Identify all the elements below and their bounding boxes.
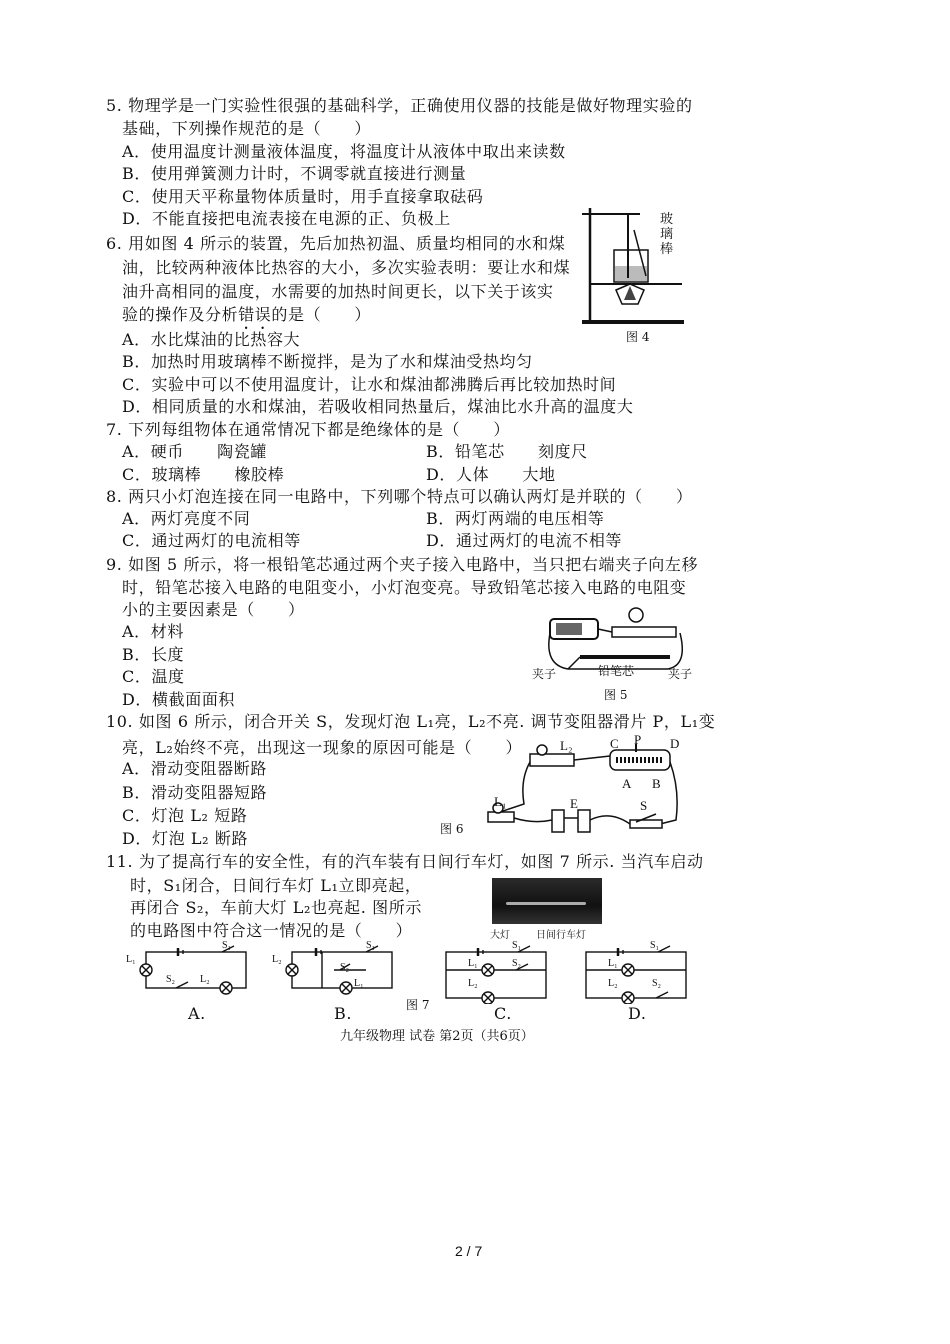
circuit-diagram-d [578,944,694,1004]
daytime-running-light-strip [506,902,586,905]
circuit-diagram-a [126,944,258,1000]
circuit-a-l2: L₂ [200,974,210,985]
circuit-d-s1: S₁ [650,940,660,951]
figure-5-clip-right-label: 夹子 [668,667,693,681]
figure-4-caption: 图 4 [626,330,650,344]
q6-option-b: B．加热时用玻璃棒不断搅拌，是为了水和煤油受热均匀 [122,352,533,371]
page-number: 2 / 7 [455,1243,483,1259]
figure-6-label-l2: L₂ [560,738,573,753]
q7-option-b: B．铅笔芯 刻度尺 [426,442,588,461]
q5-option-b: B．使用弹簧测力计时，不调零就直接进行测量 [122,164,467,183]
q9-option-d: D．横截面面积 [122,690,236,709]
q5-stem-line2: 基础，下列操作规范的是（ ） [122,119,372,138]
q10-option-d: D．灯泡 L₂ 断路 [122,829,249,848]
figure-5-clip-left-label: 夹子 [532,667,557,681]
figure-6-caption: 图 6 [440,822,464,836]
q5-option-c: C．使用天平称量物体质量时，用手直接拿取砝码 [122,187,484,206]
q11-option-d-label: D. [628,1004,647,1023]
q8-option-a: A．两灯亮度不同 [122,509,251,528]
q11-option-b-label: B. [334,1004,353,1023]
q11-option-c-label: C. [494,1004,512,1023]
circuit-c-s2: S₂ [512,958,522,969]
q6-stem-line3: 油升高相同的温度，水需要的加热时间更长，以下关于该实 [122,282,554,301]
figure-6-label-e: E [570,796,578,811]
circuit-b-s2: S₂ [340,962,350,973]
circuit-b-l2: L₂ [272,954,282,965]
q5-option-d: D．不能直接把电流表接在电源的正、负极上 [122,209,451,228]
q11-stem-line4: 的电路图中符合这一情况的是（ ） [130,921,413,940]
q10-option-c: C．灯泡 L₂ 短路 [122,806,248,825]
q9-stem-line3: 小的主要因素是（ ） [122,600,305,619]
q5-option-a: A．使用温度计测量液体温度，将温度计从液体中取出来读数 [122,142,566,161]
q9-option-b: B．长度 [122,645,185,664]
figure-7-car-photo [492,878,602,924]
q11-stem-line3: 再闭合 S₂，车前大灯 L₂也亮起. 图所示 [130,898,422,917]
circuit-c-s1: S₁ [512,940,522,951]
figure-7-photo-label-right: 日间行车灯 [536,930,586,941]
q8-stem: 8. 两只小灯泡连接在同一电路中，下列哪个特点可以确认两灯是并联的（ ） [106,487,693,506]
circuit-d-l2: L₂ [608,978,618,989]
figure-6-label-s: S [640,798,648,813]
q6-option-a: A．水比煤油的比热容大 [122,330,301,349]
q11-option-a-label: A. [188,1004,206,1023]
q6-stem-line4: 验的操作及分析错误的是（ ） [122,305,372,324]
circuit-diagram-c [438,944,554,1004]
figure-7-caption: 图 7 [406,998,430,1012]
figure-6-label-b: B [652,776,661,791]
q7-option-d: D．人体 大地 [426,465,556,484]
q10-stem-line1: 10. 如图 6 所示，闭合开关 S，发现灯泡 L₁亮，L₂不亮. 调节变阻器滑片 P，L₁变 [106,712,716,731]
q6-stem-line1: 6. 用如图 4 所示的装置，先后加热初温、质量均相同的水和煤 [106,234,566,253]
circuit-a-l1: L₁ [126,954,136,965]
circuit-a-s2: S₂ [166,974,176,985]
q9-stem-line2: 时，铅笔芯接入电路的电阻变小，小灯泡变亮。导致铅笔芯接入电路的电阻变 [122,578,687,597]
q10-stem-line2: 亮，L₂始终不亮，出现这一现象的原因可能是（ ） [122,738,523,757]
circuit-b-l1: L₁ [354,978,364,989]
figure-6-label-d: D [670,736,680,751]
q8-option-d: D．通过两灯的电流不相等 [426,531,623,550]
figure-5-lead-label: 铅笔芯 [598,664,635,678]
q6-emphasis-word: 错误 [238,305,272,324]
q11-stem-line1: 11. 为了提高行车的安全性，有的汽车装有日间行车灯，如图 7 所示. 当汽车启动 [106,852,704,871]
q6-stem-line2: 油，比较两种液体比热容的大小，多次实验表明：要让水和煤 [122,258,571,277]
figure-6-label-l1: L₁ [494,794,507,809]
circuit-c-l1: L₁ [468,958,478,969]
q9-stem-line1: 9. 如图 5 所示，将一根铅笔芯通过两个夹子接入电路中，当只把右端夹子向左移 [106,555,699,574]
q6-option-d: D．相同质量的水和煤油，若吸收相同热量后，煤油比水升高的温度大 [122,397,634,416]
q6-option-c: C．实验中可以不使用温度计，让水和煤油都沸腾后再比较加热时间 [122,375,617,394]
q7-option-a: A．硬币 陶瓷罐 [122,442,267,461]
q11-stem-line2: 时，S₁闭合，日间行车灯 L₁立即亮起， [130,876,422,895]
q10-option-b: B．滑动变阻器短路 [122,783,268,802]
q10-option-a: A．滑动变阻器断路 [122,759,267,778]
figure-6-label-p: P [634,732,642,747]
q7-stem: 7. 下列每组物体在通常情况下都是绝缘体的是（ ） [106,420,510,439]
q8-option-b: B．两灯两端的电压相等 [426,509,605,528]
figure-7-photo-label-left: 大灯 [490,930,510,941]
circuit-c-l2: L₂ [468,978,478,989]
q9-option-a: A．材料 [122,622,184,641]
figure-6-label-c: C [610,736,619,751]
q5-stem-line1: 5. 物理学是一门实验性很强的基础科学，正确使用仪器的技能是做好物理实验的 [106,96,693,115]
circuit-b-s1: S₁ [366,940,376,951]
q9-option-c: C．温度 [122,667,185,686]
figure-5-caption: 图 5 [604,688,628,702]
circuit-d-s2: S₂ [652,978,662,989]
exam-footer: 九年级物理 试卷 第2页（共6页） [340,1029,534,1044]
figure-4-rod-label: 玻璃棒 [660,212,674,257]
circuit-a-s1: S₁ [222,940,232,951]
q7-option-c: C．玻璃棒 橡胶棒 [122,465,285,484]
circuit-d-l1: L₁ [608,958,618,969]
q8-option-c: C．通过两灯的电流相等 [122,531,301,550]
figure-6-label-a: A [622,776,632,791]
